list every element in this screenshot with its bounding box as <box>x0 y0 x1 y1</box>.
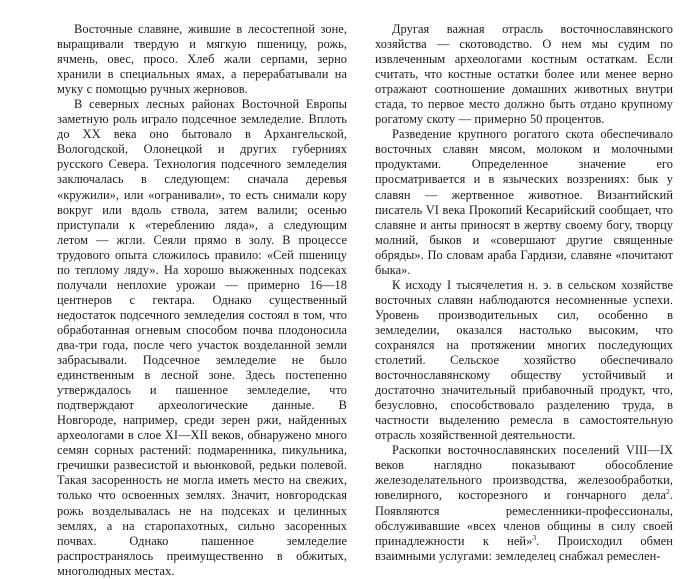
text-segment: . Происходил обмен взаимными услугами: земледелец снабжал ремеслен- <box>375 533 673 563</box>
footnote-marker-3: 3 <box>532 532 537 542</box>
footnote-marker-2: 2 <box>666 487 670 497</box>
paragraph: В северных лесных районах Восточной Европы заметную роль играло подсечное земледелие. Вплоть до XX века оно бытовало в Архангельской, Вологодской, Олонецкой и других губерниях русского Севера. Технология подсечного земледелия заключалась в следующем: сначала деревья «кружили», или «огранивали», то есть снимали кору вокруг или вдоль ствола, затем валили; осенью приступали к «тереблению ляда», а следующим летом — жгли. Сеяли прямо в золу. В процессе трудового опыта сложилось правило: «Сей пшеницу по теплому ляду». На хорошо выжженных подсеках получали неплохие урожаи — примерно 16—18 центнеров с гектара. Однако существенный недостаток подсечного земледелия состоял в том, что обработанная огневым способом почва плодоносила два-три года, после чего участок возделанной земли забрасывали. Подсечное земледелие не было единственным в лесной зоне. Здесь постепенно утверждалось и пашенное земледелие, что подтверждают археологические данные. В Новгороде, например, среди зерен ржи, найденных археологами в слое XI—XII веков, обнаружено много семян сорных растений: подмаренника, пикульника, гречишки развесистой и вьюнковой, редьки полевой. Такая засоренность не могла иметь место на свежих, только что освоенных землях. Значит, новгородская рожь возделывалась не на подсеках и целинных землях, а на старопахотных, сильно засоренных почвах. Однако пашенное земледелие распространялось преимущественно в обжитых, многолюдных местах. <box>57 97 347 578</box>
text-segment: Раскопки восточнославянских поселений VIII—IX веков наглядно показывают обособление железоделательного производства, железообработки, ювелирного, косторезного и гончарного дела <box>375 443 673 503</box>
paragraph: Восточные славяне, жившие в лесостепной зоне, выращивали твердую и мягкую пшеницу, рожь, ячмень, овес, просо. Хлеб жали серпами, зерно хранили в специальных ямах, а перерабатывали на муку с помощью ручных жерновов. <box>57 22 347 97</box>
left-text-column <box>57 22 347 579</box>
text-segment: . Появляются ремесленники-профессионалы, обслуживавшие «всех членов общины в силу своей принадлежности к ней» <box>375 488 673 548</box>
right-text-column <box>375 22 673 564</box>
paragraph-with-footnotes <box>375 443 673 563</box>
paragraph: К исходу I тысячелетия н. э. в сельском хозяйстве восточных славян наблюдаются несомненные успехи. Уровень производительных сил, особенно в земледелии, оказался настолько высоким, что сохранялся на протяжении многих последующих столетий. Сельское хозяйство обеспечивало восточнославянскому обществу устойчивый и достаточно значительный прибавочный продукт, что, безусловно, способствовало разделению труда, в частности выделению ремесла в самостоятельную отрасль хозяйственной деятельности. <box>375 277 673 443</box>
paragraph: Другая важная отрасль восточнославянского хозяйства — скотоводство. О нем мы судим по извлеченным археологами костным остаткам. Если считать, что костные остатки более или менее верно отражают соотношение домашних животных внутри стада, то первое место должно быть отдано крупному рогатому скоту — примерно 50 процентов. <box>375 22 673 127</box>
paragraph: Разведение крупного рогатого скота обеспечивало восточных славян мясом, молоком и молочными продуктами. Определенное значение его просматривается и в языческих воззрениях: бык у славян — жертвенное животное. Византийский писатель VI века Прокопий Кесарийский сообщает, что славяне и анты приносят в жертву своему богу, творцу молний, быков и «совершают другие священные обряды». По словам араба Гардизи, славяне «почитают быка». <box>375 127 673 277</box>
